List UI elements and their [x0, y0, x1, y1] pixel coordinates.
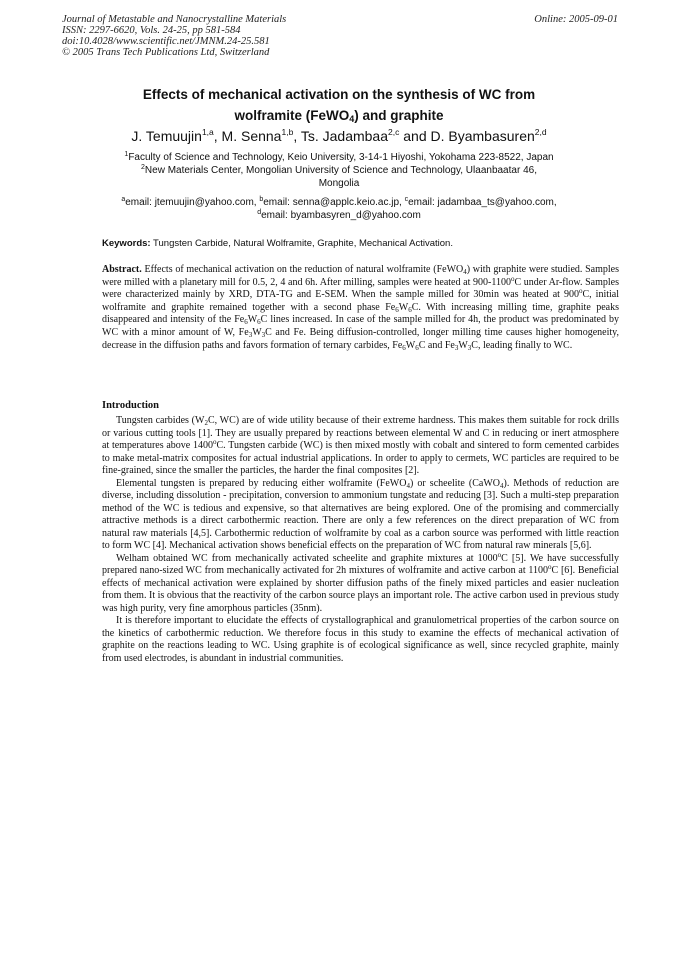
author-list: J. Temuujin$^{1,a}$, M. Senna$^{1,b}$, Ts. Jadambaa$^{2,c}$ and D. Byambasuren$^{2,d}$ [131, 127, 547, 144]
email-b: email: senna@applc.keio.ac.jp, [263, 197, 402, 208]
abstract-label: Abstract. [102, 264, 142, 275]
journal-name: Journal of Metastable and Nanocrystalline Materials [62, 14, 287, 25]
author-1: J. Temuujin [131, 128, 202, 144]
author-2: M. Senna [221, 128, 282, 144]
affiliations [80, 151, 598, 190]
paragraph-2: Elemental tungsten is prepared by reducing either wolframite (FeWO$_4$) or scheelite (CaWO$_4$). Methods of reduction are diverse, including dissolution - precipitation, conversion to ammonium tungstate and reducing [3]. Such a multi-step preparation method of the WC is tedious and expensive, so that alternatives are being explored. One of the promising and commercially attractive methods is a direct carbothermic reaction. There are only a few references on the direct preparation of WC from natural raw materials [4,5]. Carbothermic reduction of wolframite by coal as a carbon source was performed with little reaction to form WC [4]. Mechanical activation shows beneficial effects on the preparation of WC from natural raw minerals [5,6]. [102, 477, 619, 551]
email-a: email: jtemuujin@yahoo.com, [125, 197, 257, 208]
email-c: email: jadambaa_ts@yahoo.com, [408, 197, 557, 208]
online-date: Online: 2005-09-01 [534, 14, 618, 25]
introduction-body [102, 415, 619, 665]
keywords-text: Tungsten Carbide, Natural Wolframite, Graphite, Mechanical Activation. [153, 238, 453, 249]
affiliation-2-cont: Mongolia [318, 178, 360, 189]
issn: ISSN: 2297-6620, Vols. 24-25, pp 581-584 [62, 25, 241, 36]
keywords-label: Keywords: [102, 238, 151, 249]
keywords [102, 238, 618, 249]
journal-header [62, 14, 618, 58]
title-line-1: Effects of mechanical activation on the synthesis of WC from [142, 87, 536, 102]
paragraph-4: It is therefore important to elucidate the effects of crystallographical and granulometrical properties of the carbon source on the kinetics of carbothermic reduction. We therefore focus in this study to examine the effects of mechanical activation of graphite on the reactions leading to WC. Using graphite is of ecological significance as well, since recycled graphite, mainly from used electrodes, is abundant in industrial communities. [102, 615, 619, 664]
paper-title [60, 84, 618, 126]
doi: doi:10.4028/www.scientific.net/JMNM.24-25.581 [62, 36, 270, 47]
title-line-2: wolframite (FeWO$_4$) and graphite [234, 108, 444, 124]
emails: $^a$email: jtemuujin@yahoo.com, $^b$email: senna@applc.keio.ac.jp, $^c$email: jadambaa_ts@yahoo.com, $^d$email: byambasyren_d@yahoo.com [121, 196, 557, 221]
email-d: email: byambasyren_d@yahoo.com [261, 210, 421, 221]
affiliation-2: $^2$New Materials Center, Mongolian University of Science and Technology, Ulaanbaatar 46, [141, 164, 537, 176]
affiliation-1: $^1$Faculty of Science and Technology, Keio University, 3-14-1 Hiyoshi, Yokohama 223-8522, Japan [124, 151, 554, 163]
author-3: Ts. Jadambaa [300, 128, 389, 144]
paragraph-3: Welham obtained WC from mechanically activated scheelite and graphite mixtures at 1000$^o$C [5]. We have successfully prepared nano-sized WC from mechanically activated for 2h mixtures of wolframite and active carbon at 1100$^o$C [6]. Beneficial effects of mechanical activation were explained by shorter diffusion paths of the finely mixed particles and easier nucleation from them. It is obvious that the reactivity of the carbon source plays an important role. The active carbon used in previous study was high purity, very fine amorphous particles (35nm). [102, 550, 619, 614]
copyright: © 2005 Trans Tech Publications Ltd, Switzerland [62, 47, 270, 58]
author-4: D. Byambasuren [430, 128, 535, 144]
paragraph-1: Tungsten carbides ($W_2C$, WC) are of wide utility because of their extreme hardness. This makes them suitable for rock drills or various cutting tools [1]. They are usually prepared by reactions between elemental W and C in reducing or inert atmosphere at temperatures above 1400$^o$C. Tungsten carbide (WC) is then mixed mostly with cobalt and sintered to form cemented carbides to make metal-matrix composites for actual industrial applications. In order to apply to cermets, WC particles are required to be fine-grained, since the smaller the particles, the harder the final composites [2]. [102, 415, 619, 476]
section-heading-introduction: Introduction [102, 400, 159, 411]
abstract: Abstract. Effects of mechanical activation on the reduction of natural wolframite (FeWO$_4$) with graphite were studied. Samples were milled with a planetary mill for 0.5, 2, 4 and 6h. After milling, samples were heated at 900-1100$^o$C under Ar-flow. Samples were characterized mainly by XRD, DTA-TG and E-SEM. When the sample milled for 30min was heated at 900$^o$C, initial wolframite and graphite remained together with a second phase $Fe_6W_6C$. With increasing milling time, graphite peaks disappeared and intensity of the $Fe_6W_6C$ lines increased. In case of the sample milled for 4h, the product was predominated by WC with a minor amount of W, $Fe_3W_3C$ and Fe. Being diffusion-controlled, longer milling time causes higher homogeneity, decrease in the diffusion paths and favors formation of ternary carbides, $Fe_6W_6C$ and $Fe_3W_3C$, leading finally to WC. [102, 264, 620, 352]
